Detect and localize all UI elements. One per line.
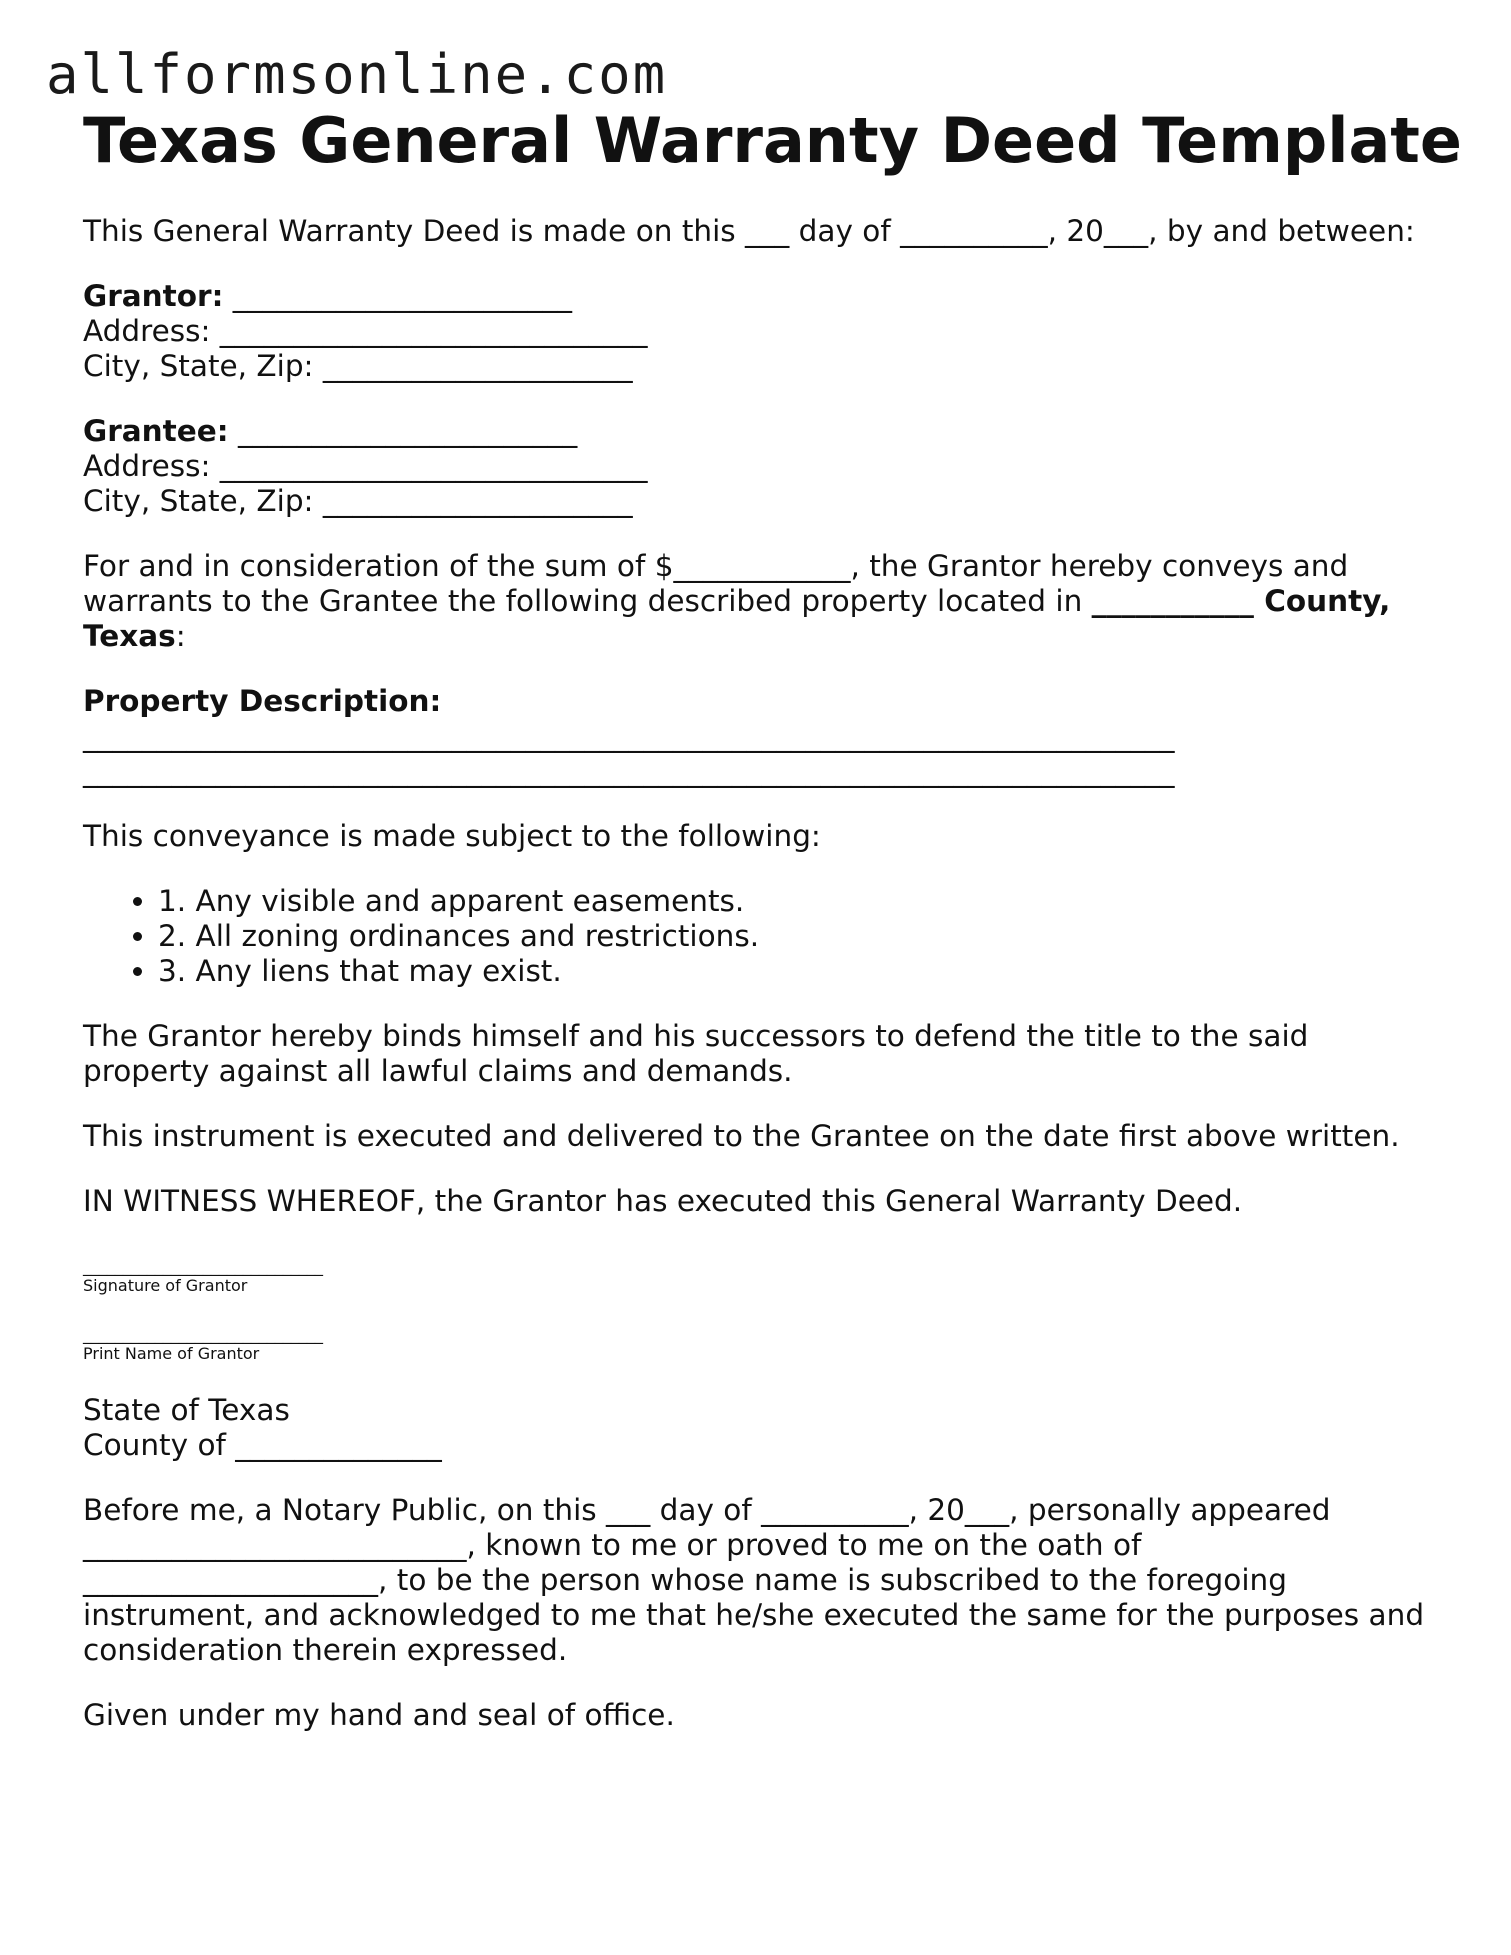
grantee-block [83,414,1443,519]
notary-line: Before me, a Notary Public, on this ___ day of __________, 20___, personally appeared [83,1493,1331,1527]
consideration-text: For and in consideration of the sum of $____________, the Grantor hereby conveys and warrants to the Grantee the following described property located in [83,549,1349,618]
property-description-line: __________________________________________________________________________ [83,754,1175,788]
grantee-label: Grantee: [83,414,229,448]
print-name-line: ______________________________ [83,1325,323,1344]
grantee-name-blank: _______________________ [228,414,578,448]
document-page [83,104,1462,1733]
notary-line: ____________________, to be the person whose name is subscribed to the foregoing [83,1563,1287,1597]
grantee-name-row [83,414,1443,449]
list-item: • 3. Any liens that may exist. [158,954,1443,989]
list-item: • 2. All zoning ordinances and restrictions. [158,919,1443,954]
print-name-block [83,1325,1443,1363]
executed-paragraph: This instrument is executed and delivered to the Grantee on the date first above written. [83,1119,1400,1153]
notary-county: County of ______________ [83,1428,442,1462]
page-title: Texas General Warranty Deed Template [83,104,1462,177]
signature-label: Signature of Grantor [83,1276,248,1295]
notary-acknowledgment [83,1493,1443,1668]
consideration-paragraph [83,549,1443,654]
grantor-block [83,279,1443,384]
conditions-list [83,884,1443,989]
grantor-name-row [83,279,1443,314]
watermark-text: allformsonline.com [46,43,668,106]
property-description-label: Property Description: [83,684,442,718]
notary-line: instrument, and acknowledged to me that he/she executed the same for the purposes and [83,1598,1425,1632]
defend-paragraph: The Grantor hereby binds himself and his successors to defend the title to the said property against all lawful claims and demands. [83,1019,1309,1088]
print-name-label: Print Name of Grantor [83,1344,260,1363]
grantor-city: City, State, Zip: _____________________ [83,349,633,383]
grantee-city: City, State, Zip: _____________________ [83,484,633,518]
signature-line: ______________________________ [83,1257,323,1276]
property-description-line: __________________________________________________________________________ [83,719,1175,753]
witness-paragraph: IN WITNESS WHEREOF, the Grantor has executed this General Warranty Deed. [83,1184,1243,1218]
property-description-block [83,684,1443,789]
grantee-address: Address: _____________________________ [83,449,648,483]
list-item: • 1. Any visible and apparent easements. [158,884,1443,919]
county-blank: ___________ County, Texas [83,584,1391,653]
intro-paragraph: This General Warranty Deed is made on this ___ day of __________, 20___, by and between: [83,214,1415,248]
notary-line: __________________________, known to me or proved to me on the oath of [83,1528,1142,1562]
notary-state: State of Texas [83,1393,290,1427]
given-paragraph: Given under my hand and seal of office. [83,1698,675,1732]
grantor-address: Address: _____________________________ [83,314,648,348]
notary-venue-block [83,1393,1443,1463]
grantor-name-blank: _______________________ [223,279,573,313]
signature-block [83,1257,1443,1295]
subject-intro: This conveyance is made subject to the following: [83,819,821,853]
consideration-end: : [175,619,186,653]
grantor-label: Grantor: [83,279,224,313]
notary-line: consideration therein expressed. [83,1633,568,1667]
